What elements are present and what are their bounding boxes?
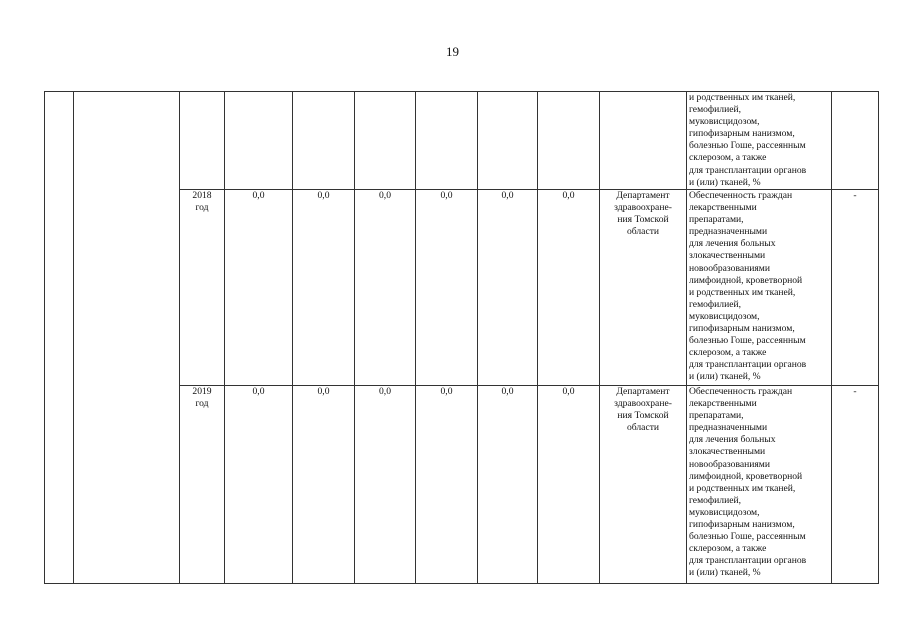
number-cell bbox=[45, 92, 74, 584]
name-cell bbox=[74, 92, 180, 584]
department-cell: Департамент здравоохране- ния Томской области bbox=[600, 190, 687, 386]
page-number: 19 bbox=[446, 44, 459, 59]
target-cell bbox=[832, 92, 879, 190]
value-cell bbox=[225, 92, 293, 190]
indicator-cell: Обеспеченность граждан лекарственными препаратами, предназначенными для лечения больных злокачественными новообразованиями лимфоидной, кроветворной и родственных им тканей, гемофилией, муковисцидозом, гипофизарным нанизмом, болезнью Гоше, рассеянным склерозом, а также для трансплантации органов и (или) тканей, % bbox=[687, 190, 832, 386]
target-cell: - bbox=[832, 190, 879, 386]
value-cell bbox=[416, 92, 478, 190]
value-cell bbox=[478, 92, 538, 190]
value-cell: 0,0 bbox=[478, 190, 538, 386]
indicator-cell: и родственных им тканей, гемофилией, муковисцидозом, гипофизарным нанизмом, болезнью Гоше, рассеянным склерозом, а также для трансплантации органов и (или) тканей, % bbox=[687, 92, 832, 190]
value-cell: 0,0 bbox=[293, 386, 355, 584]
program-table bbox=[44, 91, 879, 584]
value-cell bbox=[355, 92, 416, 190]
value-cell: 0,0 bbox=[478, 386, 538, 584]
indicator-cell: Обеспеченность граждан лекарственными препаратами, предназначенными для лечения больных злокачественными новообразованиями лимфоидной, кроветворной и родственных им тканей, гемофилией, муковисцидозом, гипофизарным нанизмом, болезнью Гоше, рассеянным склерозом, а также для трансплантации органов и (или) тканей, % bbox=[687, 386, 832, 584]
value-cell: 0,0 bbox=[355, 190, 416, 386]
year-cell: 2019 год bbox=[180, 386, 225, 584]
value-cell bbox=[538, 92, 600, 190]
year-cell bbox=[180, 92, 225, 190]
value-cell bbox=[293, 92, 355, 190]
value-cell: 0,0 bbox=[538, 386, 600, 584]
department-cell bbox=[600, 92, 687, 190]
value-cell: 0,0 bbox=[225, 190, 293, 386]
value-cell: 0,0 bbox=[355, 386, 416, 584]
year-cell: 2018 год bbox=[180, 190, 225, 386]
department-cell: Департамент здравоохране- ния Томской области bbox=[600, 386, 687, 584]
target-cell: - bbox=[832, 386, 879, 584]
value-cell: 0,0 bbox=[225, 386, 293, 584]
value-cell: 0,0 bbox=[416, 190, 478, 386]
value-cell: 0,0 bbox=[538, 190, 600, 386]
table-row bbox=[45, 92, 879, 190]
value-cell: 0,0 bbox=[293, 190, 355, 386]
value-cell: 0,0 bbox=[416, 386, 478, 584]
